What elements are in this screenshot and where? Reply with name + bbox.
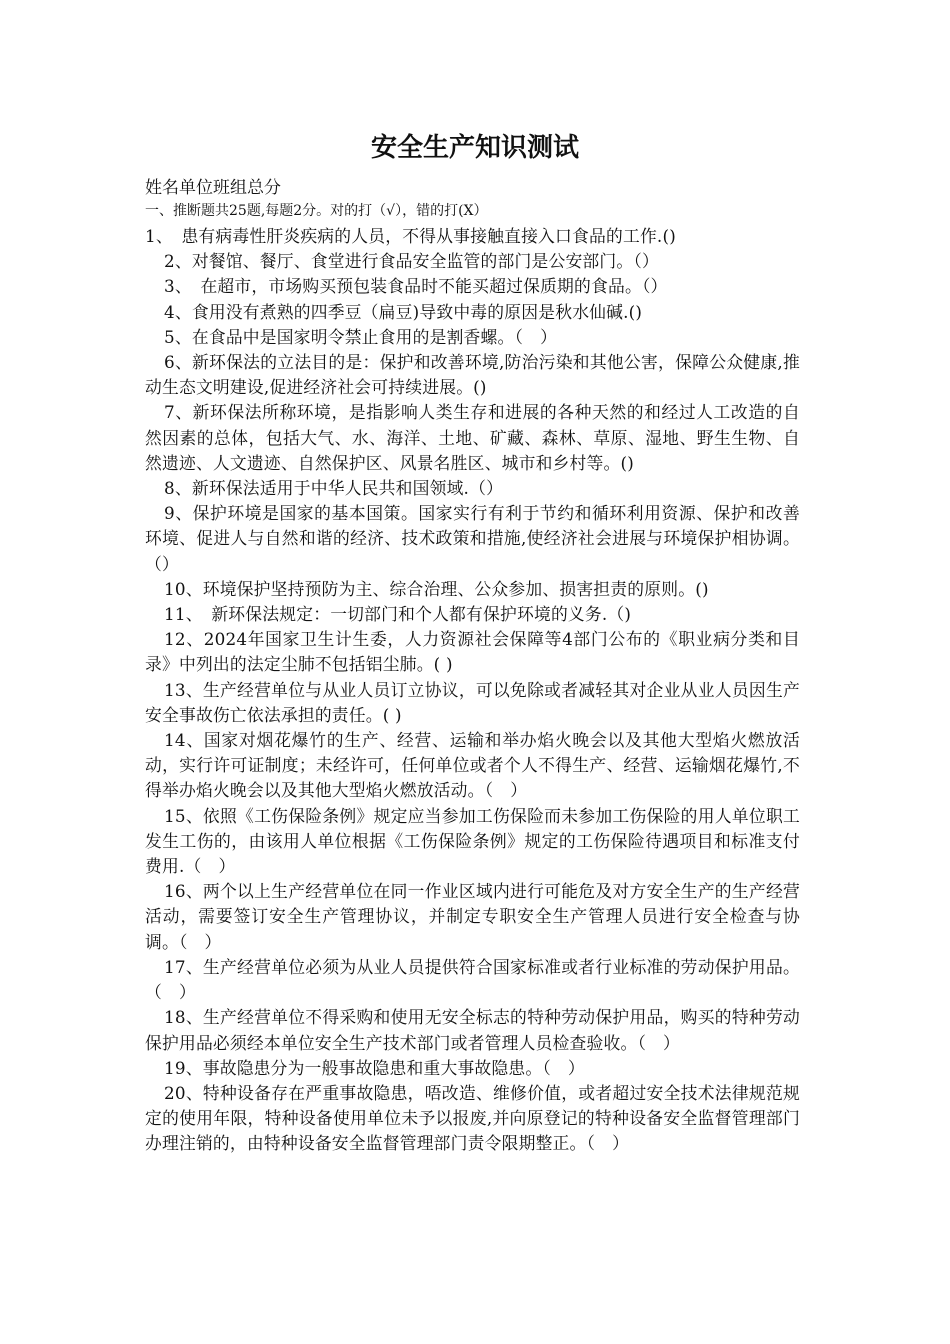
question-item: 8、新环保法适用于中华人民共和国领域.（） <box>164 478 504 499</box>
question-item: 1、 患有病毒性肝炎疾病的人员，不得从事接触直接入口食品的工作.() <box>145 226 676 246</box>
question-item: 13、生产经营单位与从业人员订立协议，可以免除或者减轻其对企业从业人员因生产安全事故伤亡依法承担的责任。( ) <box>145 679 800 725</box>
question-item: 3、 在超市，市场购买预包装食品时不能买超过保质期的食品。（） <box>164 276 668 297</box>
name-unit-team-score-line: 姓名单位班组总分 <box>145 178 281 198</box>
question-item: 2、对餐馆、餐厅、食堂进行食品安全监管的部门是公安部门。（） <box>164 251 659 272</box>
question-item: 18、生产经营单位不得采购和使用无安全标志的特种劳动保护用品，购买的特种劳动保护用品必须经本单位安全生产技术部门或者管理人员检查验收。（ ） <box>145 1007 800 1053</box>
question-item: 10、环境保护坚持预防为主、综合治理、公众参加、损害担责的原则。() <box>164 578 709 599</box>
question-item: 5、在食品中是国家明令禁止食用的是割香螺。（ ） <box>164 326 558 347</box>
question-item: 15、依照《工伤保险条例》规定应当参加工伤保险而未参加工伤保险的用人单位职工发生工伤的，由该用人单位根据《工伤保险条例》规定的工伤保险待遇项目和标准支付费用.（ ） <box>145 805 800 877</box>
question-item: 19、事故隐患分为一般事故隐患和重大事故隐患。（ ） <box>164 1057 585 1078</box>
question-item: 7、新环保法所称环境，是指影响人类生存和进展的各种天然的和经过人工改造的自然因素的总体，包括大气、水、海洋、土地、矿藏、森林、草原、湿地、野生生物、自然遗迹、人文遗迹、自然保护区、风景名胜区、城市和乡村等。() <box>145 402 800 473</box>
section-heading: 一、推断题共25题,每题2分。对的打（√），错的打(X） <box>145 203 488 219</box>
document-page <box>145 128 800 1157</box>
question-item: 4、食用没有煮熟的四季豆（扁豆)导致中毒的原因是秋水仙碱.() <box>164 301 643 322</box>
question-item: 16、两个以上生产经营单位在同一作业区域内进行可能危及对方安全生产的生产经营活动，需要签订安全生产管理协议，并制定专职安全生产管理人员进行安全检查与协调。（ ） <box>145 881 800 952</box>
question-list <box>145 224 800 1157</box>
question-item: 17、生产经营单位必须为从业人员提供符合国家标准或者行业标准的劳动保护用品。（ ） <box>145 956 800 1003</box>
document-title: 安全生产知识测试 <box>370 133 579 163</box>
question-item: 9、保护环境是国家的基本国策。国家实行有利于节约和循环利用资源、保护和改善环境、促进人与自然和谐的经济、技术政策和措施,使经济社会进展与环境保护相协调。（） <box>145 503 800 574</box>
question-item: 14、国家对烟花爆竹的生产、经营、运输和举办焰火晚会以及其他大型焰火燃放活动，实行许可证制度；未经许可，任何单位或者个人不得生产、经营、运输烟花爆竹,不得举办焰火晚会以及其他大型焰火燃放活动。（ ） <box>145 730 800 801</box>
question-item: 11、 新环保法规定：一切部门和个人都有保护环境的义务.（) <box>164 604 632 625</box>
question-item: 6、新环保法的立法目的是：保护和改善环境,防治污染和其他公害，保障公众健康,推动生态文明建设,促进经济社会可持续进展。() <box>145 352 800 398</box>
question-item: 12、2024年国家卫生计生委，人力资源社会保障等4部门公布的《职业病分类和目录》中列出的法定尘肺不包括铝尘肺。( ) <box>145 629 800 675</box>
question-item: 20、特种设备存在严重事故隐患，唔改造、维修价值，或者超过安全技术法律规范规定的使用年限，特种设备使用单位未予以报废,并向原登记的特种设备安全监督管理部门办理注销的，由特种设备安全监督管理部门责令限期整正。（ ） <box>145 1082 800 1154</box>
